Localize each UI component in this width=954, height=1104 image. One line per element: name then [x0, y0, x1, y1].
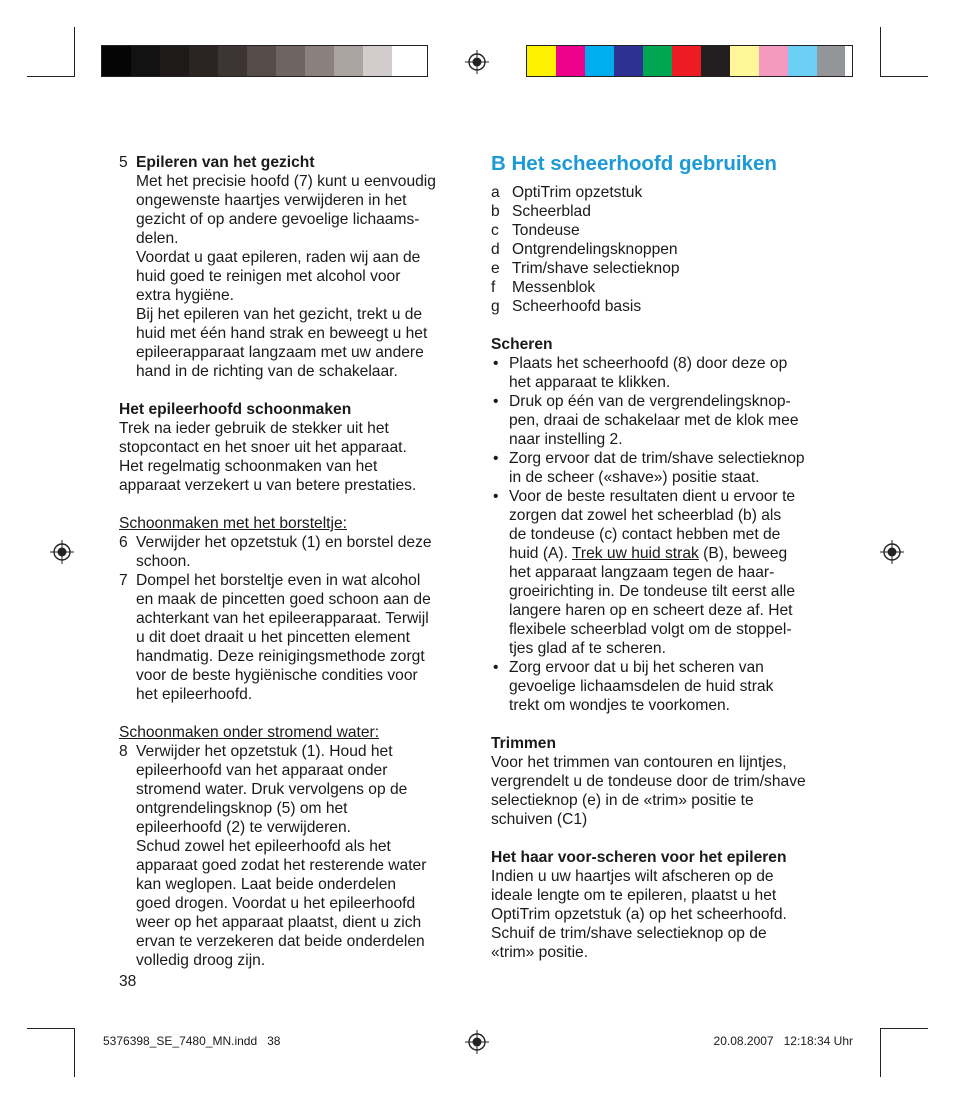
- step-5: [119, 153, 464, 381]
- crop-mark: [27, 1028, 75, 1029]
- grayscale-bar: [101, 45, 428, 77]
- text-line: het apparaat te klikken.: [509, 374, 671, 391]
- section-title: Scheren: [491, 336, 553, 353]
- underlined-phrase: Trek uw huid strak: [571, 545, 699, 562]
- part-item: [491, 278, 841, 297]
- text-line: epileerapparaat langzaam met uw andere: [136, 344, 424, 361]
- part-item: [491, 221, 841, 240]
- section-title: Het haar voor-scheren voor het epileren: [491, 849, 787, 866]
- part-label: Scheerhoofd basis: [512, 298, 642, 315]
- step-number: 5: [119, 154, 128, 171]
- crop-mark: [27, 76, 75, 77]
- part-letter: g: [491, 298, 500, 315]
- file-slug: 5376398_SE_7480_MN.indd 38: [103, 1034, 281, 1048]
- text-line: tjes glad af te scheren.: [509, 640, 666, 657]
- step-number: 8: [119, 743, 128, 760]
- text-line: de tondeuse (c) contact hebben met de: [509, 526, 781, 543]
- step-8: [119, 742, 464, 970]
- text-line: goed drogen. Voordat u het epileerhoofd: [136, 895, 416, 912]
- text-line: volledig droog zijn.: [136, 952, 266, 969]
- text-line: weer op het apparaat plaatst, dient u zich: [136, 914, 422, 931]
- text-line: kan weglopen. Laat beide onderdelen: [136, 876, 397, 893]
- text-line: achterkant van het epileerapparaat. Terwijl: [136, 610, 429, 627]
- crop-mark: [880, 76, 928, 77]
- color-swatch: [276, 46, 305, 76]
- part-label: OptiTrim opzetstuk: [512, 184, 643, 201]
- text-line: gevoelige lichaamsdelen de huid strak: [509, 678, 774, 695]
- color-swatch: [556, 46, 585, 76]
- step-body: [136, 172, 464, 381]
- text-line: u dit doet draait u het pincetten element: [136, 629, 410, 646]
- part-letter: a: [491, 184, 500, 201]
- part-item: [491, 259, 841, 278]
- part-label: Trim/shave selectieknop: [512, 260, 680, 277]
- text-line: vergrendelt u de tondeuse door de trim/shave: [491, 773, 806, 790]
- text-line: Verwijder het opzetstuk (1). Houd het: [136, 743, 393, 760]
- bullet-item: • Voor de beste resultaten dient u ervoor te zorgen dat zowel het scheerblad (b) als de tondeuse (c) contact hebben met de huid (A). Trek uw huid strak (B), beweeg het apparaat langzaam tegen de haar- groeirichting in. De tondeuse tilt eerst alle langere haren op en scheert deze af. Het flexibele scheerblad volgt om de stoppel- tjes glad af te scheren.: [491, 487, 841, 658]
- part-item: [491, 183, 841, 202]
- text-line: hand in de richting van de schakelaar.: [136, 363, 398, 380]
- step-body: [136, 742, 464, 970]
- color-swatch: [305, 46, 334, 76]
- text-line: huid met één hand strak en beweegt u het: [136, 325, 428, 342]
- part-item: [491, 202, 841, 221]
- text-line: Bij het epileren van het gezicht, trekt u de: [136, 306, 423, 323]
- color-swatch: [363, 46, 392, 76]
- text-line: extra hygiëne.: [136, 287, 234, 304]
- color-swatch: [672, 46, 701, 76]
- text-line: OptiTrim opzetstuk (a) op het scheerhoofd.: [491, 906, 787, 923]
- color-swatch: [247, 46, 276, 76]
- text-line: groeirichting in. De tondeuse tilt eerst alle: [509, 583, 796, 600]
- color-swatch: [788, 46, 817, 76]
- color-swatch: [527, 46, 556, 76]
- part-label: Messenblok: [512, 279, 596, 296]
- color-swatch: [160, 46, 189, 76]
- bullet-item: • Zorg ervoor dat de trim/shave selectieknop in de scheer («shave») positie staat.: [491, 449, 841, 487]
- text-line: epileerhoofd (2) te verwijderen.: [136, 819, 351, 836]
- parts-list: [491, 183, 841, 316]
- right-column: [491, 151, 841, 962]
- text-line: Voor het trimmen van contouren en lijntjes,: [491, 754, 787, 771]
- text-line: ideale lengte om te epileren, plaatst u het: [491, 887, 777, 904]
- text-line: pen, draai de schakelaar met de klok mee: [509, 412, 799, 429]
- crop-mark: [880, 1028, 928, 1029]
- color-swatch: [218, 46, 247, 76]
- section-heading: B Het scheerhoofd gebruiken: [491, 152, 777, 175]
- section-title: Het epileerhoofd schoonmaken: [119, 401, 352, 418]
- text-line: Schud zowel het epileerhoofd als het: [136, 838, 391, 855]
- section-body: [491, 753, 841, 829]
- text-line: en maak de pincetten goed schoon aan de: [136, 591, 431, 608]
- text-line: schuiven (C1): [491, 811, 588, 828]
- bullet-item: • Plaats het scheerhoofd (8) door deze op het apparaat te klikken.: [491, 354, 841, 392]
- color-swatch: [643, 46, 672, 76]
- section-title: Trimmen: [491, 735, 556, 752]
- section-body: [491, 867, 841, 962]
- text-line: Druk op één van de vergrendelingsknop-: [509, 393, 791, 410]
- step-body: [136, 533, 464, 571]
- step-6: [119, 533, 464, 571]
- part-label: Ontgrendelingsknoppen: [512, 241, 678, 258]
- text-line: Dompel het borsteltje even in wat alcohol: [136, 572, 421, 589]
- color-swatch: [817, 46, 845, 76]
- text-line: «trim» positie.: [491, 944, 589, 961]
- part-label: Tondeuse: [512, 222, 580, 239]
- text-line: voor de beste hygiënische condities voor: [136, 667, 418, 684]
- mixed-line: huid (A). Trek uw huid strak (B), beweeg: [509, 545, 788, 562]
- part-item: [491, 297, 841, 316]
- text-line: trekt om wondjes te voorkomen.: [509, 697, 731, 714]
- part-letter: f: [491, 279, 496, 296]
- registration-mark-icon: [465, 1030, 489, 1054]
- subsection-title: Schoonmaken onder stromend water:: [119, 724, 380, 741]
- part-label: Scheerblad: [512, 203, 591, 220]
- color-bar: [526, 45, 853, 77]
- page-number: 38: [119, 973, 137, 990]
- part-letter: c: [491, 222, 499, 239]
- part-item: [491, 240, 841, 259]
- part-letter: b: [491, 203, 500, 220]
- text-line: schoon.: [136, 553, 191, 570]
- step-body: [136, 571, 464, 704]
- text-line: Zorg ervoor dat de trim/shave selectieknop: [509, 450, 805, 467]
- color-swatch: [759, 46, 788, 76]
- text-line: Zorg ervoor dat u bij het scheren van: [509, 659, 764, 676]
- color-swatch: [131, 46, 160, 76]
- crop-mark: [74, 27, 75, 76]
- step-title: Epileren van het gezicht: [136, 154, 315, 171]
- step-7: [119, 571, 464, 704]
- text-line: handmatig. Deze reinigingsmethode zorgt: [136, 648, 425, 665]
- text-line: Met het precisie hoofd (7) kunt u eenvoudig: [136, 173, 436, 190]
- bullet-item: • Druk op één van de vergrendelingsknop- pen, draai de schakelaar met de klok mee naar instelling 2.: [491, 392, 841, 449]
- color-swatch: [730, 46, 759, 76]
- text-line: gezicht of op andere gevoelige lichaams-: [136, 211, 420, 228]
- text-line: Plaats het scheerhoofd (8) door deze op: [509, 355, 788, 372]
- crop-mark: [74, 1028, 75, 1077]
- step-number: 6: [119, 534, 128, 551]
- text-line: huid goed te reinigen met alcohol voor: [136, 268, 401, 285]
- crop-mark: [880, 27, 881, 76]
- registration-mark-icon: [465, 50, 489, 74]
- text-line: delen.: [136, 230, 179, 247]
- registration-mark-icon: [50, 540, 74, 564]
- text-line: Voordat u gaat epileren, raden wij aan de: [136, 249, 421, 266]
- text-line: naar instelling 2.: [509, 431, 623, 448]
- text-line: zorgen dat zowel het scheerblad (b) als: [509, 507, 782, 524]
- text-line: apparaat goed zodat het resterende water: [136, 857, 427, 874]
- text-line: flexibele scheerblad volgt om de stoppel-: [509, 621, 792, 638]
- date-slug: 20.08.2007 12:18:34 Uhr: [713, 1034, 853, 1048]
- part-letter: d: [491, 241, 500, 258]
- registration-mark-icon: [880, 540, 904, 564]
- section-body: [119, 419, 464, 495]
- text-line: epileerhoofd van het apparaat onder: [136, 762, 388, 779]
- color-swatch: [334, 46, 363, 76]
- text-line: ontgrendelingsknop (5) om het: [136, 800, 348, 817]
- color-swatch: [614, 46, 643, 76]
- bullet-item: • Zorg ervoor dat u bij het scheren van gevoelige lichaamsdelen de huid strak trekt om wondjes te voorkomen.: [491, 658, 841, 715]
- text-line: stromend water. Druk vervolgens op de: [136, 781, 408, 798]
- part-letter: e: [491, 260, 500, 277]
- text-line: stopcontact en het snoer uit het apparaat.: [119, 439, 407, 456]
- text-line: ervan te verzekeren dat beide onderdelen: [136, 933, 425, 950]
- text-line: Schuif de trim/shave selectieknop op de: [491, 925, 767, 942]
- text-line: apparaat verzekert u van betere prestaties.: [119, 477, 417, 494]
- text-line: ongewenste haartjes verwijderen in het: [136, 192, 407, 209]
- text-line: Voor de beste resultaten dient u ervoor te: [509, 488, 796, 505]
- text-line: het apparaat langzaam tegen de haar-: [509, 564, 775, 581]
- text-line: Het regelmatig schoonmaken van het: [119, 458, 378, 475]
- text-line: Verwijder het opzetstuk (1) en borstel deze: [136, 534, 432, 551]
- step-number: 7: [119, 572, 128, 589]
- subsection-title: Schoonmaken met het borsteltje:: [119, 515, 347, 532]
- text-line: het epileerhoofd.: [136, 686, 253, 703]
- text-line: selectieknop (e) in de «trim» positie te: [491, 792, 754, 809]
- color-swatch: [392, 46, 420, 76]
- crop-mark: [880, 1028, 881, 1077]
- color-swatch: [585, 46, 614, 76]
- color-swatch: [701, 46, 730, 76]
- left-column: [119, 153, 464, 970]
- text-line: langere haren op en scheert deze af. Het: [509, 602, 793, 619]
- color-swatch: [102, 46, 131, 76]
- text-line: in de scheer («shave») positie staat.: [509, 469, 760, 486]
- color-swatch: [189, 46, 218, 76]
- text-line: Trek na ieder gebruik de stekker uit het: [119, 420, 389, 437]
- text-line: Indien u uw haartjes wilt afscheren op de: [491, 868, 774, 885]
